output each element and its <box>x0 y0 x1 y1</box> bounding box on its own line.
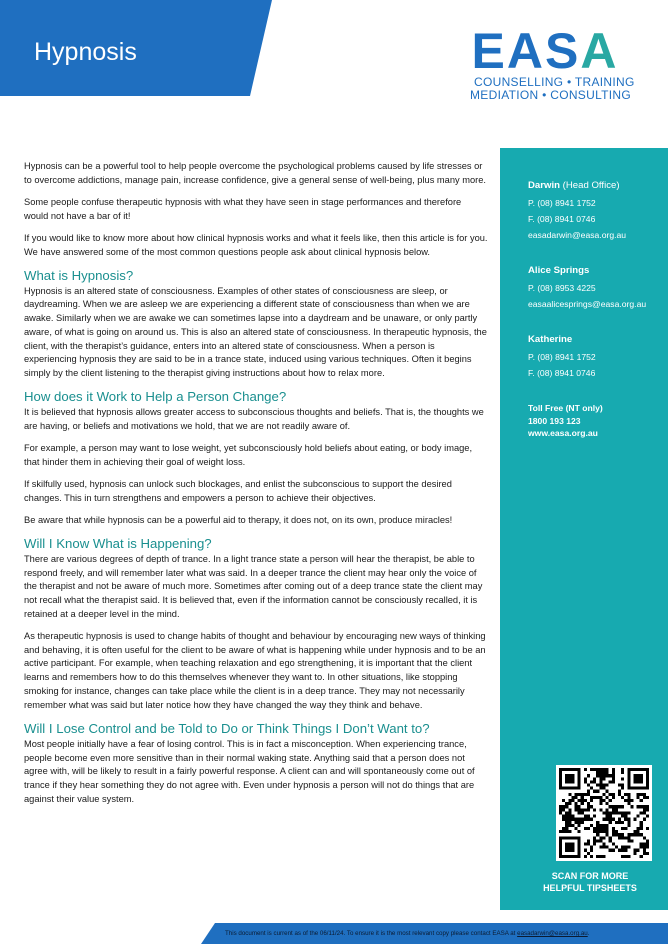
office-name: Katherine <box>528 334 573 345</box>
footer-email-link[interactable]: easadarwin@easa.org.au <box>517 930 588 937</box>
intro-paragraph-2: Some people confuse therapeutic hypnosis with what they have seen in stage performances and therefore would not have a bar of it! <box>24 196 462 221</box>
office-katherine <box>528 334 596 384</box>
office-name <box>528 180 626 191</box>
easa-logo[interactable] <box>470 23 635 102</box>
section-heading-will-i-know: Will I Know What is Happening? <box>24 536 212 552</box>
office-name: Alice Springs <box>528 265 590 276</box>
section-heading-lose-control: Will I Lose Control and be Told to Do or Think Things I Don’t Want to? <box>24 720 430 736</box>
section-paragraph: For example, a person may want to lose weight, yet subconsciously hold beliefs about eating, or body image, that hinder them in achieving their goal of weight loss. <box>24 443 473 467</box>
toll-free-block <box>528 402 603 440</box>
page-title: Hypnosis <box>34 38 137 66</box>
logo-tagline-2: MEDIATION • CONSULTING <box>470 88 632 102</box>
scan-caption-line-1: SCAN FOR MORE <box>551 871 629 881</box>
fax-number: F. (08) 8941 0746 <box>528 368 596 378</box>
intro-paragraph-1: Hypnosis can be a powerful tool to help people overcome the psychological problems caused by life stresses or to overcome addictions, manage pain, increase confidence, give a general sense of well-being, plus many more. <box>24 161 487 185</box>
section-paragraph: Most people initially have a fear of losing control. This is in fact a misconception. When experiencing trance, people become even more sensitive than in their normal waking state. Anything said that a person does not agree with, will be likely to result in a fairly powerful response. A client can and will spontaneously come out of trance if they hear something they do not agree with. Even under hypnosis a person will not do things that are against their value system. <box>24 738 475 804</box>
qr-code[interactable] <box>556 765 652 861</box>
toll-free-label: Toll Free (NT only) <box>528 403 603 413</box>
footer-text: This document is current as of the 06/11/24. To ensure it is the most relevant copy please contact EASA at <box>225 930 518 937</box>
office-alice-springs <box>528 265 646 315</box>
email-link[interactable]: easaalicesprings@easa.org.au <box>528 299 647 309</box>
intro-paragraph-3: If you would like to know more about how clinical hypnosis works and what it feels like, then this article is for you. We have answered some of the most common questions people ask about clinical hypnosis below. <box>24 232 488 257</box>
office-subtitle: (Head Office) <box>562 180 620 191</box>
logo-word <box>470 23 620 79</box>
section-paragraph: There are various degrees of depth of trance. In a light trance state a person will hear the therapist, be able to respond freely, and will remember later what was said. In a deeper trance the client may hear only the voice of the therapist and not be aware of much more. Sometimes after coming out of a deep trance state the client may not recall what the therapist said. It is believed that, even if the information cannot be consciously recalled, it is retained at a deeper level in the mind. <box>24 554 483 619</box>
qr-code-icon <box>559 768 649 858</box>
footer-note <box>225 930 589 937</box>
office-name-text: Darwin <box>528 180 560 191</box>
logo-tagline-1: COUNSELLING • TRAINING <box>474 75 635 89</box>
phone-number[interactable]: P. (08) 8953 4225 <box>528 283 596 293</box>
footer-end: . <box>587 930 590 937</box>
section-heading-how-does-it-work: How does it Work to Help a Person Change? <box>24 389 287 405</box>
footer-band <box>215 923 668 944</box>
section-paragraph: If skilfully used, hypnosis can unlock such blockages, and enlist the subconscious to support the desired changes. This in turn strengthens and empowers a person to achieve their objectives. <box>24 478 452 503</box>
phone-number[interactable]: P. (08) 8941 1752 <box>528 352 596 362</box>
email-link[interactable]: easadarwin@easa.org.au <box>528 230 627 240</box>
fax-number: F. (08) 8941 0746 <box>528 214 596 224</box>
logo-word-prefix: EAS <box>471 23 581 79</box>
section-paragraph: Be aware that while hypnosis can be a powerful aid to therapy, it does not, on its own, produce miracles! <box>24 514 453 525</box>
section-heading-what-is-hypnosis: What is Hypnosis? <box>24 267 134 283</box>
website-link[interactable]: www.easa.org.au <box>528 428 598 438</box>
phone-number[interactable]: P. (08) 8941 1752 <box>528 198 596 208</box>
article-body <box>24 160 488 815</box>
scan-caption-line-2: HELPFUL TIPSHEETS <box>543 883 637 893</box>
section-paragraph: It is believed that hypnosis allows greater access to subconscious thoughts and beliefs. That is, the thoughts we are having, or beliefs and motivations we hold, that we are not readily aware of. <box>24 407 484 431</box>
section-paragraph: As therapeutic hypnosis is used to change habits of thought and behaviour by encouraging new ways of thinking and behaving, it is often useful for the client to be aware of what is happening while under hypnosis and to be an active participant. For example, when teaching relaxation and ego strengthening, it is important that the client learns and remembers how to do this themselves whenever they want to. In other situations, like stopping smoking for instance, changes can take place while the client is in a deep trance. They may not necessarily remember what was said but later notice how they have changed the way they think and behave. <box>24 631 486 710</box>
office-darwin <box>528 180 626 246</box>
section-paragraph: Hypnosis is an altered state of consciousness. Examples of other states of consciousness are sleep, or daydreaming. When we are asleep we are experiencing a different state of consciousness than when we are awake. Similarly when we are awake we can sometimes lapse into a daydream and be unaware, or only partly aware, of what is going on around us. This is also an altered state of consciousness. In therapeutic hypnosis, the client, with the therapist’s guidance, enters into an altered state of consciousness. When a person is experiencing hypnosis they are said to be in a trance state, induced using various techniques. Often it begins simply by the client listening to the therapist giving instructions about how to relax more. <box>24 285 487 378</box>
toll-free-number[interactable]: 1800 193 123 <box>528 415 581 426</box>
scan-caption <box>512 870 668 894</box>
logo-word-suffix: A <box>580 23 619 79</box>
